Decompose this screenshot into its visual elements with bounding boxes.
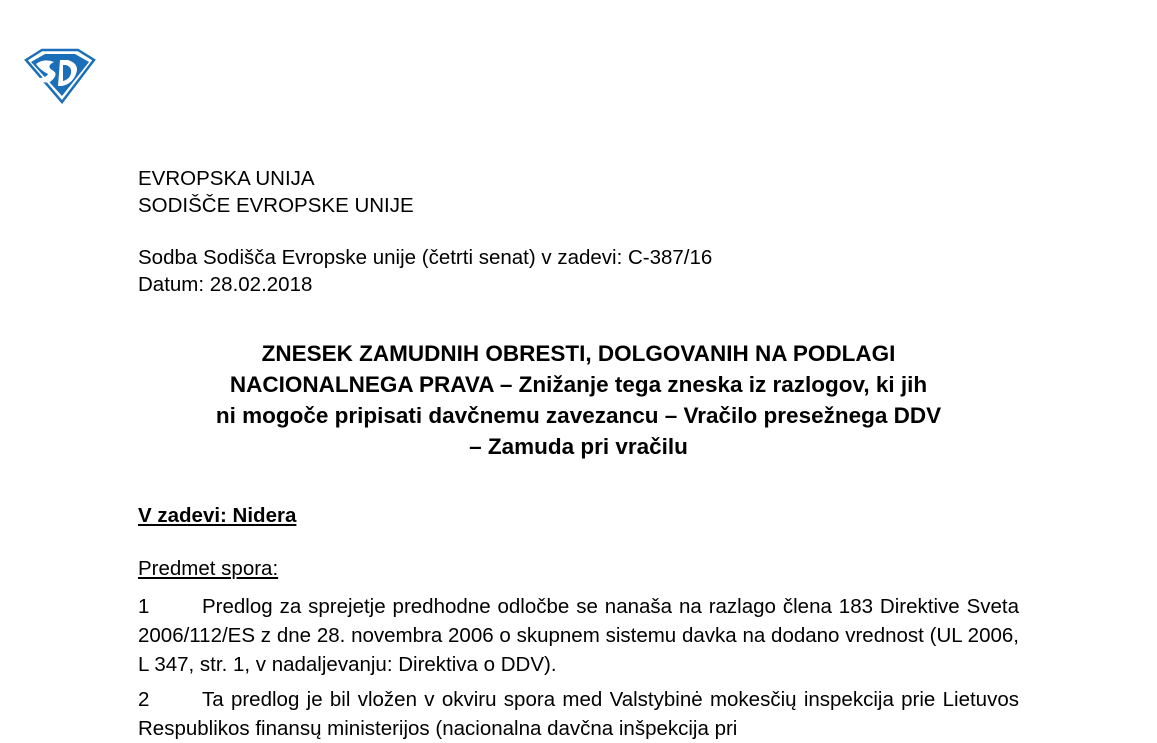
paragraph-text: Predlog za sprejetje predhodne odločbe se nanaša na razlago člena 183 Direktive Sveta 2006/112/ES z dne 28. novembra 2006 o skupnem sistemu davka na dodano vrednost (UL 2006, L 347, str. 1, v nadaljevanju: Direktiva o DDV). — [138, 595, 1019, 676]
shield-logo-icon — [22, 48, 96, 104]
court-header-court: SODIŠČE EVROPSKE UNIJE — [138, 194, 414, 217]
title-line: NACIONALNEGA PRAVA – Znižanje tega zneska iz razlogov, ki jih — [229, 372, 928, 397]
title-line: ni mogoče pripisati davčnemu zavezancu – Vračilo presežnega DDV — [215, 403, 942, 428]
paragraph-2 — [138, 685, 1019, 743]
court-header-union: EVROPSKA UNIJA — [138, 167, 315, 190]
paragraph-1 — [138, 592, 1019, 679]
paragraph-number: 2 — [138, 688, 150, 711]
case-parties-heading: V zadevi: Nidera — [138, 504, 297, 527]
subject-heading: Predmet spora: — [138, 557, 279, 580]
title-line: ZNESEK ZAMUDNIH OBRESTI, DOLGOVANIH NA PODLAGI — [261, 341, 896, 366]
title-line: – Zamuda pri vračilu — [469, 434, 688, 459]
paragraph-number: 1 — [138, 595, 150, 618]
case-reference: Sodba Sodišča Evropske unije (četrti senat) v zadevi: C-387/16 — [138, 246, 713, 269]
paragraph-text: Ta predlog je bil vložen v okviru spora med Valstybinė mokesčių inspekcija prie Lietuvos Respublikos finansų ministerijos (nacionalna davčna inšpekcija pri — [138, 688, 1019, 740]
document-title — [110, 338, 1047, 462]
judgment-date: Datum: 28.02.2018 — [138, 273, 313, 296]
